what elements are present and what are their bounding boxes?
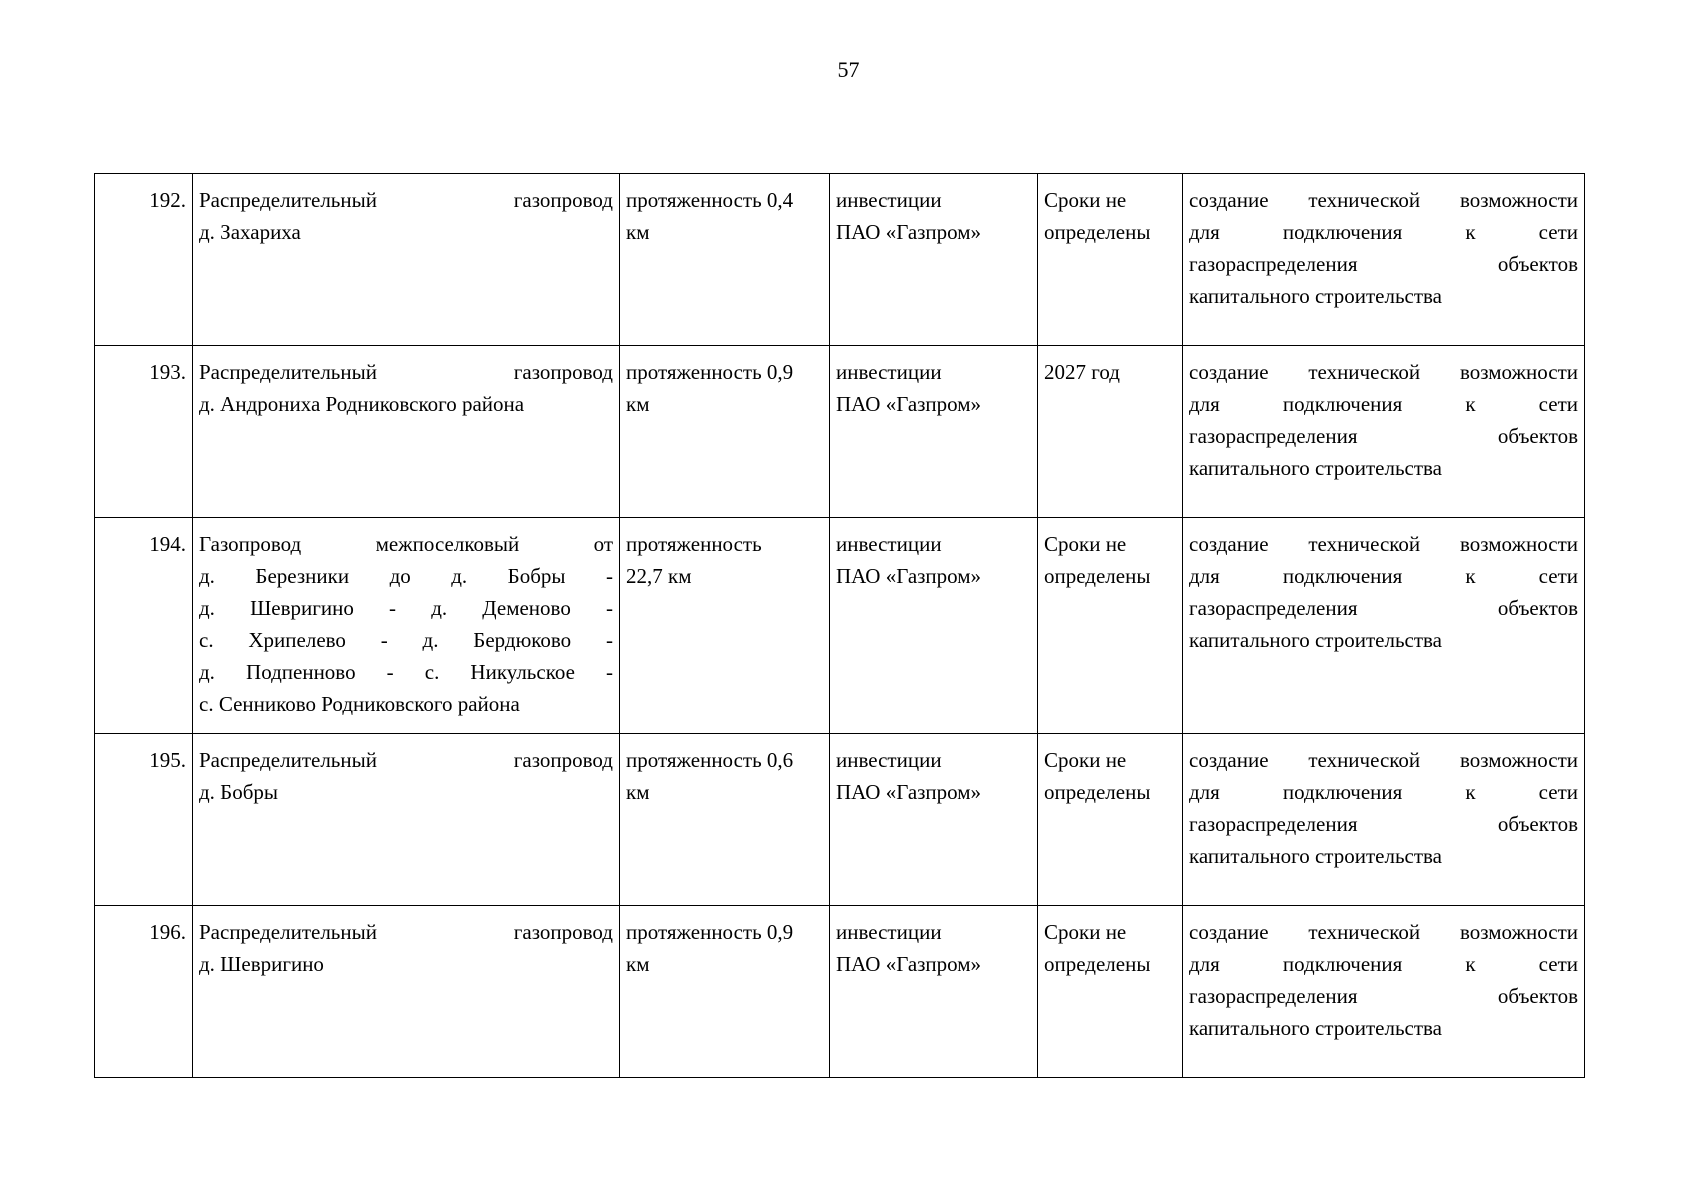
cell-line: Сроки не xyxy=(1044,532,1127,556)
investment-source xyxy=(830,906,1038,1078)
cell-line: протяженность xyxy=(626,532,762,556)
cell-line: ПАО «Газпром» xyxy=(836,952,982,976)
cell-line: ПАО «Газпром» xyxy=(836,220,982,244)
cell-line: капитального строительства xyxy=(1189,1016,1442,1040)
cell-line: газораспределения объектов xyxy=(1189,984,1578,1008)
cell-line: инвестиции xyxy=(836,748,942,772)
row-number: 195. xyxy=(95,734,193,906)
facility-purpose xyxy=(1183,174,1585,346)
implementation-term xyxy=(1038,518,1183,734)
cell-line: газораспределения объектов xyxy=(1189,596,1578,620)
facility-name xyxy=(193,174,620,346)
row-number: 194. xyxy=(95,518,193,734)
investment-source xyxy=(830,346,1038,518)
investment-source xyxy=(830,174,1038,346)
facility-name xyxy=(193,906,620,1078)
cell-line: определены xyxy=(1044,952,1151,976)
cell-line: Сроки не xyxy=(1044,920,1127,944)
cell-line: создание технической возможности xyxy=(1189,920,1578,944)
cell-line: для подключения к сети xyxy=(1189,392,1578,416)
row-number: 192. xyxy=(95,174,193,346)
facility-purpose xyxy=(1183,734,1585,906)
cell-line: протяженность 0,9 xyxy=(626,360,794,384)
cell-line: газораспределения объектов xyxy=(1189,252,1578,276)
cell-line: д. Шевригино - д. Деменово - xyxy=(199,596,613,620)
cell-line: д. Захариха xyxy=(199,220,301,244)
cell-line: капитального строительства xyxy=(1189,628,1442,652)
cell-line: Распределительный газопровод xyxy=(199,360,613,384)
investment-source xyxy=(830,518,1038,734)
cell-line: инвестиции xyxy=(836,188,942,212)
implementation-term xyxy=(1038,174,1183,346)
cell-line: км xyxy=(626,392,650,416)
facility-length xyxy=(620,518,830,734)
facility-purpose xyxy=(1183,518,1585,734)
cell-line: с. Хрипелево - д. Бердюково - xyxy=(199,628,613,652)
cell-line: с. Сенниково Родниковского района xyxy=(199,692,520,716)
page-number: 57 xyxy=(837,57,860,82)
cell-line: Сроки не xyxy=(1044,188,1127,212)
cell-line: определены xyxy=(1044,564,1151,588)
cell-line: Распределительный газопровод xyxy=(199,748,613,772)
facility-purpose xyxy=(1183,346,1585,518)
facility-name xyxy=(193,518,620,734)
cell-line: капитального строительства xyxy=(1189,284,1442,308)
cell-line: 2027 год xyxy=(1044,360,1120,384)
cell-line: определены xyxy=(1044,220,1151,244)
cell-line: капитального строительства xyxy=(1189,844,1442,868)
cell-line: Газопровод межпоселковый от xyxy=(199,532,613,556)
facility-length xyxy=(620,346,830,518)
row-number: 193. xyxy=(95,346,193,518)
cell-line: газораспределения объектов xyxy=(1189,424,1578,448)
table-row xyxy=(95,346,1585,518)
table-row xyxy=(95,906,1585,1078)
cell-line: Сроки не xyxy=(1044,748,1127,772)
cell-line: Распределительный газопровод xyxy=(199,188,613,212)
table-row xyxy=(95,174,1585,346)
cell-line: ПАО «Газпром» xyxy=(836,780,982,804)
investment-source xyxy=(830,734,1038,906)
cell-line: для подключения к сети xyxy=(1189,564,1578,588)
cell-line: для подключения к сети xyxy=(1189,780,1578,804)
implementation-term xyxy=(1038,734,1183,906)
cell-line: газораспределения объектов xyxy=(1189,812,1578,836)
cell-line: д. Андрониха Родниковского района xyxy=(199,392,525,416)
facility-length xyxy=(620,174,830,346)
cell-line: км xyxy=(626,220,650,244)
cell-line: 22,7 км xyxy=(626,564,692,588)
facility-purpose xyxy=(1183,906,1585,1078)
cell-line: протяженность 0,6 xyxy=(626,748,794,772)
cell-line: ПАО «Газпром» xyxy=(836,392,982,416)
cell-line: определены xyxy=(1044,780,1151,804)
facility-name xyxy=(193,346,620,518)
implementation-term xyxy=(1038,346,1183,518)
cell-line: ПАО «Газпром» xyxy=(836,564,982,588)
facility-length xyxy=(620,906,830,1078)
cell-line: протяженность 0,4 xyxy=(626,188,794,212)
cell-line: инвестиции xyxy=(836,920,942,944)
cell-line: км xyxy=(626,780,650,804)
cell-line: Распределительный газопровод xyxy=(199,920,613,944)
table-row xyxy=(95,734,1585,906)
cell-line: для подключения к сети xyxy=(1189,220,1578,244)
cell-line: создание технической возможности xyxy=(1189,360,1578,384)
row-number: 196. xyxy=(95,906,193,1078)
facility-name xyxy=(193,734,620,906)
cell-line: д. Бобры xyxy=(199,780,279,804)
table-row xyxy=(95,518,1585,734)
facility-length xyxy=(620,734,830,906)
cell-line: инвестиции xyxy=(836,532,942,556)
implementation-term xyxy=(1038,906,1183,1078)
facilities-table xyxy=(94,173,1585,1078)
cell-line: д. Шевригино xyxy=(199,952,324,976)
cell-line: д. Березники до д. Бобры - xyxy=(199,564,613,588)
cell-line: протяженность 0,9 xyxy=(626,920,794,944)
cell-line: создание технической возможности xyxy=(1189,188,1578,212)
cell-line: д. Подпенново - с. Никульское - xyxy=(199,660,613,684)
cell-line: создание технической возможности xyxy=(1189,748,1578,772)
cell-line: инвестиции xyxy=(836,360,942,384)
cell-line: км xyxy=(626,952,650,976)
cell-line: капитального строительства xyxy=(1189,456,1442,480)
cell-line: создание технической возможности xyxy=(1189,532,1578,556)
cell-line: для подключения к сети xyxy=(1189,952,1578,976)
